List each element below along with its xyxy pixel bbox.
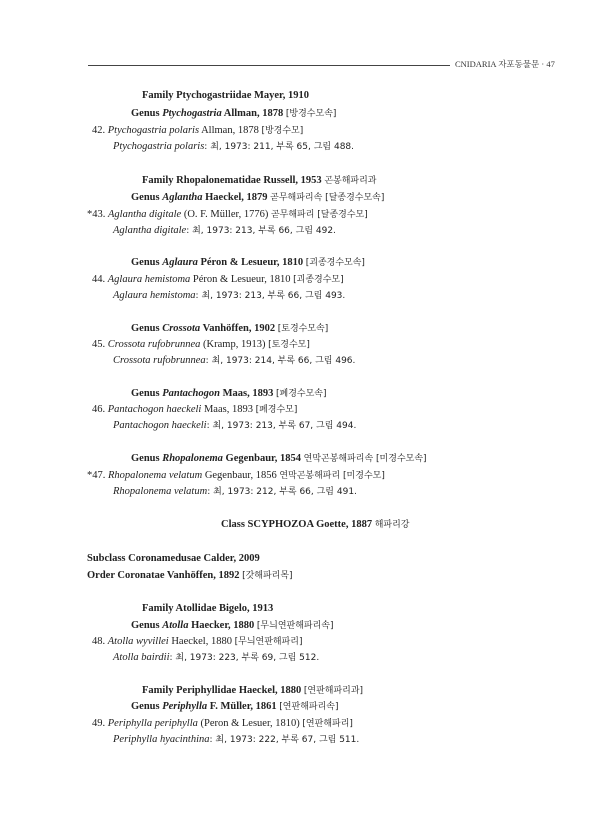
genus-author: Haecker, 1880 bbox=[188, 620, 257, 631]
class-korean-name: 해파리강 bbox=[374, 520, 410, 530]
species-author: (Kramp, 1913) bbox=[200, 339, 269, 350]
reference-line bbox=[113, 419, 356, 433]
order-name: Order Coronatae Vanhöffen, 1892 bbox=[87, 570, 243, 581]
species-author: (Peron & Lesuer, 1810) bbox=[197, 718, 303, 729]
genus-prefix: Genus bbox=[131, 620, 163, 631]
species-author: Gegenbaur, 1856 bbox=[202, 470, 280, 481]
reference-line bbox=[113, 733, 359, 747]
header-rule bbox=[88, 65, 450, 66]
reference-species: Rhopalonema velatum bbox=[113, 486, 208, 497]
genus-author: Haeckel, 1879 bbox=[202, 192, 271, 203]
family-heading: Family Ptychogastriidae Mayer, 1910 bbox=[142, 90, 310, 101]
species-korean-name: [괴종경수모] bbox=[293, 275, 344, 285]
reference-text: : 최, 1973: 213, 부록 67, 그림 494. bbox=[206, 421, 357, 431]
genus-name: Aglantha bbox=[162, 192, 203, 203]
genus-author: Allman, 1878 bbox=[221, 108, 286, 119]
genus-prefix: Genus bbox=[131, 453, 163, 464]
reference-text: : 최, 1973: 222, 부록 67, 그림 511. bbox=[209, 735, 360, 745]
reference-species: Periphylla hyacinthina bbox=[113, 734, 210, 745]
reference-line bbox=[113, 354, 355, 368]
genus-name: Rhopalonema bbox=[162, 453, 223, 464]
species-author: Haeckel, 1880 bbox=[168, 636, 235, 647]
species-name: Periphylla periphylla bbox=[107, 718, 198, 729]
genus-author: Maas, 1893 bbox=[219, 388, 276, 399]
species-name: Crossota rufobrunnea bbox=[107, 339, 201, 350]
genus-prefix: Genus bbox=[131, 192, 163, 203]
species-name: Rhopalonema velatum bbox=[108, 470, 203, 481]
genus-heading bbox=[131, 452, 427, 466]
genus-heading bbox=[131, 387, 326, 401]
genus-prefix: Genus bbox=[131, 323, 163, 334]
genus-author: F. Müller, 1861 bbox=[207, 701, 280, 712]
family-name: Family Rhopalonematidae Russell, 1953 bbox=[142, 175, 325, 186]
reference-species: Ptychogastria polaris bbox=[113, 141, 205, 152]
species-korean-name: [폐경수모] bbox=[255, 405, 298, 415]
reference-line bbox=[113, 289, 345, 303]
family-heading bbox=[142, 684, 363, 698]
entry-number: 42. bbox=[92, 125, 106, 136]
genus-heading bbox=[131, 256, 365, 270]
entry-number: 44. bbox=[92, 274, 106, 285]
species-entry bbox=[92, 635, 303, 649]
reference-text: : 최, 1973: 214, 부록 66, 그림 496. bbox=[205, 356, 356, 366]
running-header: CNIDARIA 자포동물문 · 47 bbox=[455, 59, 555, 69]
class-heading bbox=[221, 518, 410, 532]
reference-species: Crossota rufobrunnea bbox=[113, 355, 206, 366]
species-author: Péron & Lesueur, 1810 bbox=[190, 274, 294, 285]
reference-text: : 최, 1973: 212, 부록 66, 그림 491. bbox=[207, 487, 357, 497]
genus-korean-name: 연막곤봉해파리속 [미경수모속] bbox=[303, 454, 427, 464]
genus-heading bbox=[131, 619, 334, 633]
entry-number: 48. bbox=[92, 636, 106, 647]
reference-line bbox=[113, 485, 357, 499]
reference-species: Atolla bairdii bbox=[113, 652, 170, 663]
entry-number: *47. bbox=[87, 470, 106, 481]
order-heading bbox=[87, 569, 293, 583]
genus-author: Péron & Lesueur, 1810 bbox=[197, 257, 306, 268]
reference-species: Aglaura hemistoma bbox=[113, 290, 196, 301]
genus-name: Atolla bbox=[162, 620, 189, 631]
species-name: Atolla wyvillei bbox=[107, 636, 169, 647]
species-entry bbox=[92, 338, 310, 352]
species-korean-name: [토경수모] bbox=[268, 340, 310, 350]
class-name: Class SCYPHOZOA Goette, 1887 bbox=[221, 519, 375, 530]
species-name: Aglaura hemistoma bbox=[107, 274, 191, 285]
genus-korean-name: [연판해파리속] bbox=[279, 702, 339, 712]
genus-korean-name: 곧무해파리속 [달종경수모속] bbox=[270, 193, 385, 203]
species-korean-name: 연막곤봉해파리 [미경수모] bbox=[279, 471, 385, 481]
genus-korean-name: [괴종경수모속] bbox=[305, 258, 365, 268]
reference-line bbox=[113, 651, 319, 665]
genus-name: Ptychogastria bbox=[162, 108, 222, 119]
reference-line bbox=[113, 224, 336, 238]
reference-line bbox=[113, 140, 354, 154]
genus-heading bbox=[131, 700, 338, 714]
genus-prefix: Genus bbox=[131, 388, 163, 399]
reference-text: : 최, 1973: 211, 부록 65, 그림 488. bbox=[204, 142, 355, 152]
subclass-heading: Subclass Coronamedusae Calder, 2009 bbox=[87, 553, 260, 564]
species-korean-name: [무늬연판해파리] bbox=[234, 637, 303, 647]
family-name: Family Periphyllidae Haeckel, 1880 bbox=[142, 685, 304, 696]
species-entry bbox=[87, 469, 385, 483]
species-entry bbox=[92, 717, 353, 731]
genus-heading bbox=[131, 107, 336, 121]
genus-prefix: Genus bbox=[131, 108, 163, 119]
genus-name: Aglaura bbox=[162, 257, 198, 268]
reference-species: Aglantha digitale bbox=[113, 225, 187, 236]
species-author: (O. F. Müller, 1776) bbox=[181, 209, 271, 220]
species-name: Pantachogon haeckeli bbox=[107, 404, 202, 415]
genus-korean-name: [토경수모속] bbox=[277, 324, 329, 334]
family-heading: Family Atollidae Bigelo, 1913 bbox=[142, 603, 274, 614]
entry-number: *43. bbox=[87, 209, 106, 220]
family-korean-name: [연판해파리과] bbox=[303, 686, 364, 696]
species-name: Aglantha digitale bbox=[108, 209, 182, 220]
species-name: Ptychogastria polaris bbox=[107, 125, 200, 136]
species-entry bbox=[92, 273, 344, 287]
genus-name: Periphylla bbox=[162, 701, 208, 712]
entry-number: 49. bbox=[92, 718, 106, 729]
family-korean-name: 곤봉해파리과 bbox=[324, 176, 377, 186]
species-entry bbox=[92, 124, 303, 138]
genus-heading bbox=[131, 322, 328, 336]
species-author: Allman, 1878 bbox=[199, 125, 262, 136]
genus-name: Crossota bbox=[162, 323, 201, 334]
species-author: Maas, 1893 bbox=[201, 404, 256, 415]
reference-text: : 최, 1973: 213, 부록 66, 그림 493. bbox=[195, 291, 346, 301]
species-korean-name: 곧무해파리 [달종경수모] bbox=[270, 210, 368, 220]
family-heading bbox=[142, 174, 376, 188]
genus-author: Gegenbaur, 1854 bbox=[222, 453, 304, 464]
genus-heading bbox=[131, 191, 384, 205]
genus-korean-name: [무늬연판해파리속] bbox=[256, 621, 334, 631]
species-entry bbox=[92, 403, 297, 417]
reference-text: : 최, 1973: 223, 부록 69, 그림 512. bbox=[169, 653, 320, 663]
genus-prefix: Genus bbox=[131, 701, 163, 712]
reference-species: Pantachogon haeckeli bbox=[113, 420, 207, 431]
species-korean-name: [방경수모] bbox=[261, 126, 304, 136]
genus-author: Vanhöffen, 1902 bbox=[200, 323, 278, 334]
reference-text: : 최, 1973: 213, 부록 66, 그림 492. bbox=[186, 226, 336, 236]
genus-korean-name: [방경수모속] bbox=[285, 109, 337, 119]
genus-prefix: Genus bbox=[131, 257, 163, 268]
species-entry bbox=[87, 208, 368, 222]
genus-korean-name: [폐경수모속] bbox=[275, 389, 327, 399]
entry-number: 45. bbox=[92, 339, 106, 350]
entry-number: 46. bbox=[92, 404, 106, 415]
species-korean-name: [연판해파리] bbox=[302, 719, 353, 729]
order-korean-name: [갓해파리목] bbox=[242, 571, 293, 581]
genus-name: Pantachogon bbox=[162, 388, 220, 399]
